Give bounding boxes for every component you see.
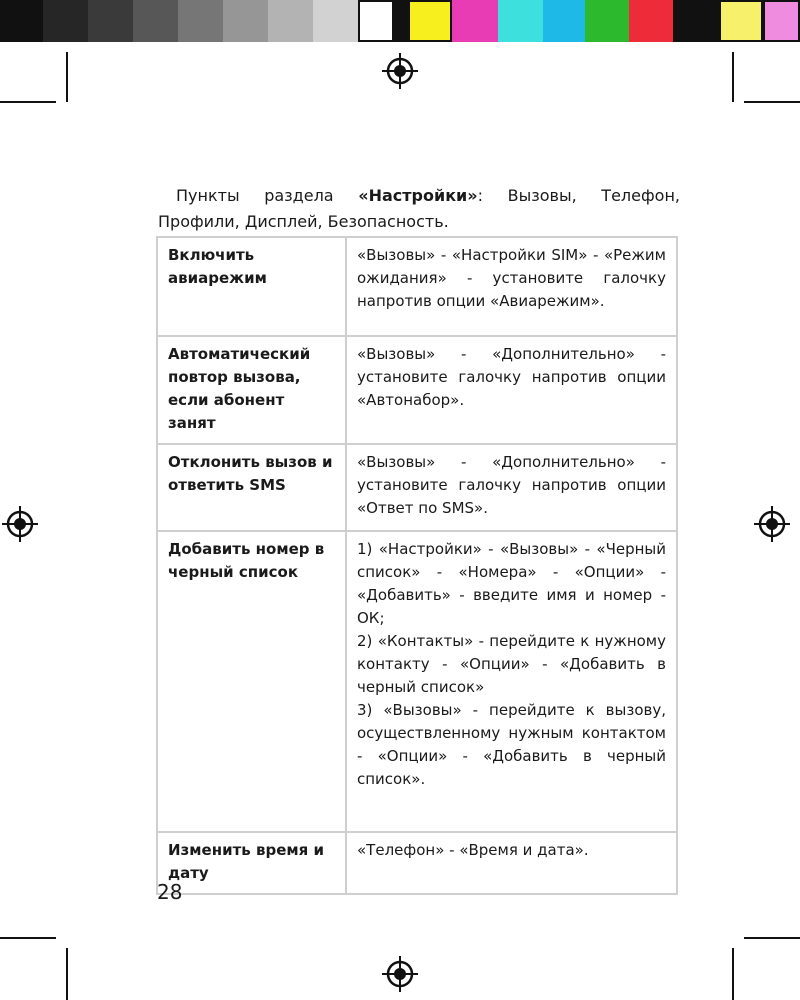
table-row (157, 336, 677, 444)
row-label: Изменить время и дату (157, 832, 346, 894)
table-row (157, 444, 677, 531)
intro-suffix: : Вызовы, Телефон, Профили, Дисплей, Безопасность. (158, 186, 680, 231)
gray-swatch (133, 0, 178, 42)
row-description: «Вызовы» - «Дополнительно» - установите галочку напротив опции «Ответ по SMS». (346, 444, 677, 531)
row-label: Отклонить вызов и ответить SMS (157, 444, 346, 531)
crop-mark (744, 101, 800, 103)
row-label: Включить авиарежим (157, 237, 346, 336)
page-number: 28 (157, 880, 183, 904)
row-description: «Вызовы» - «Дополнительно» - установите галочку напротив опции «Автонабор». (346, 336, 677, 444)
crop-mark (744, 937, 800, 939)
gray-swatch (0, 0, 43, 42)
gray-swatch (43, 0, 88, 42)
table-row (157, 237, 677, 336)
cyan-swatch (498, 0, 543, 42)
red-swatch (629, 0, 673, 42)
crop-mark (732, 52, 734, 102)
gray-swatch (178, 0, 223, 42)
registration-mark-icon (380, 51, 420, 91)
crop-mark (66, 948, 68, 1000)
row-label: Добавить номер в черный список (157, 531, 346, 832)
step-3: 3) «Вызовы» - перейдите к вызову, осуществленному нужным контактом - «Опции» - «Добавить в черный список». (357, 701, 666, 788)
gray-swatch (223, 0, 268, 42)
step-2: 2) «Контакты» - перейдите к нужному контакту - «Опции» - «Добавить в черный список» (357, 632, 666, 696)
registration-mark-icon (752, 504, 792, 544)
row-description: «Вызовы» - «Настройки SIM» - «Режим ожидания» - установите галочку напротив опции «Авиарежим». (346, 237, 677, 336)
row-description (346, 531, 677, 832)
pink-swatch (763, 0, 800, 42)
light-yellow-swatch (719, 0, 763, 42)
crop-mark (0, 937, 56, 939)
black-separator (394, 0, 408, 42)
gray-swatch (313, 0, 358, 42)
black-swatch (673, 0, 719, 42)
green-swatch (585, 0, 629, 42)
row-description: «Телефон» - «Время и дата». (346, 832, 677, 894)
crop-mark (0, 101, 56, 103)
color-calibration-bar (0, 0, 800, 44)
registration-mark-icon (380, 954, 420, 994)
crop-mark (66, 52, 68, 102)
magenta-swatch (452, 0, 498, 42)
intro-paragraph (158, 183, 680, 235)
intro-prefix: Пункты раздела (176, 186, 359, 205)
row-label: Автоматический повтор вызова, если абонент занят (157, 336, 346, 444)
registration-mark-icon (0, 504, 40, 544)
gray-swatch (88, 0, 133, 42)
white-swatch (358, 0, 394, 42)
crop-mark (732, 948, 734, 1000)
blue-swatch (543, 0, 585, 42)
step-1: 1) «Настройки» - «Вызовы» - «Черный список» - «Номера» - «Опции» - «Добавить» - введите имя и номер - ОК; (357, 540, 666, 627)
table-row (157, 531, 677, 832)
settings-table (156, 236, 678, 895)
table-row (157, 832, 677, 894)
intro-settings-section: «Настройки» (358, 186, 478, 205)
gray-swatch (268, 0, 313, 42)
yellow-swatch (408, 0, 452, 42)
